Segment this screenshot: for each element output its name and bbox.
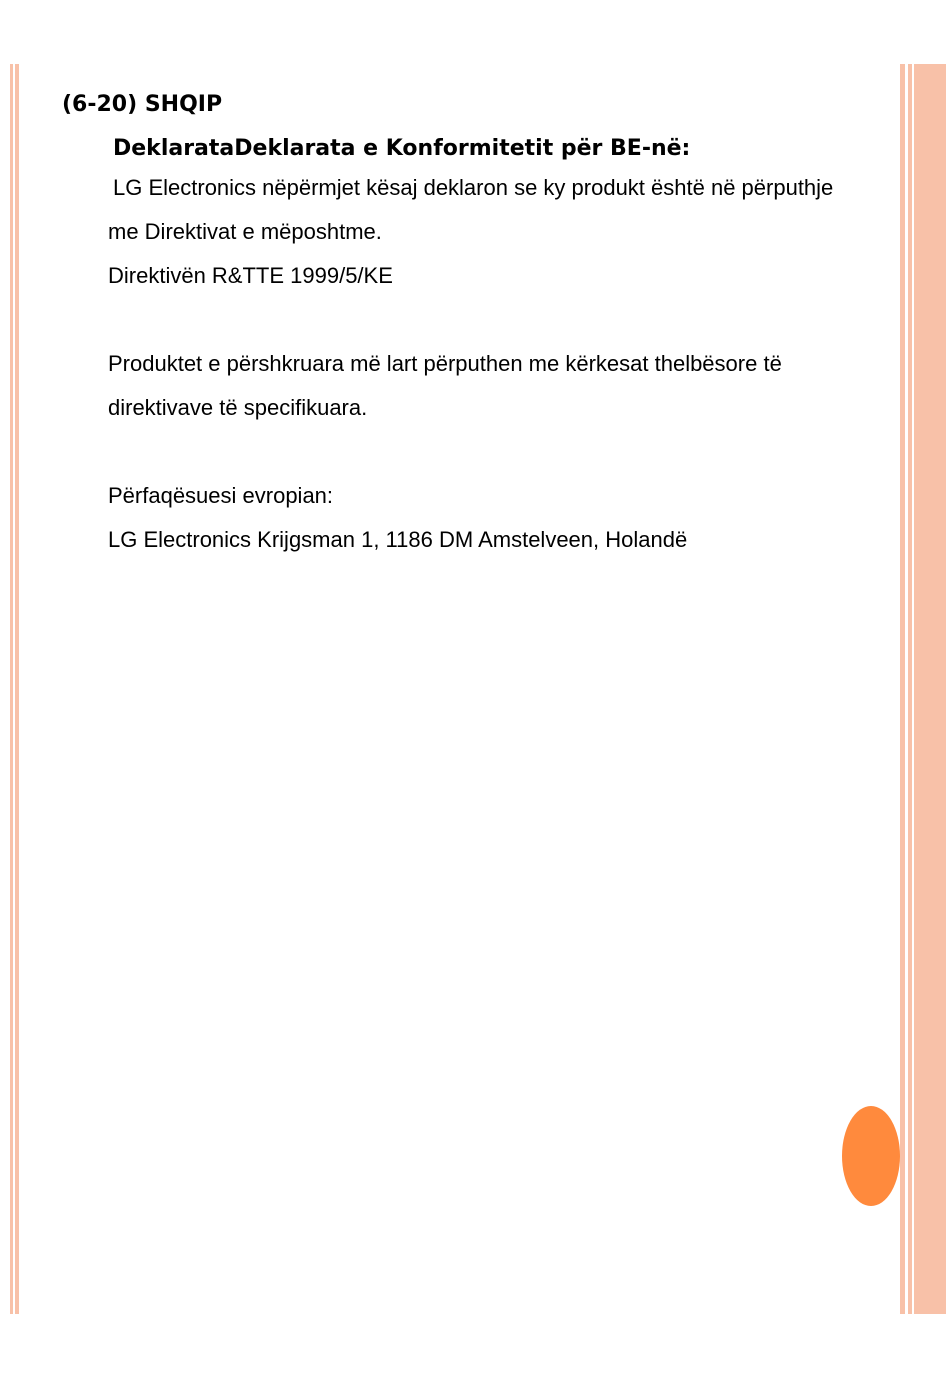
compliance-line-2: direktivave të specifikuara.	[108, 395, 368, 420]
orange-page-marker	[842, 1106, 900, 1206]
directive-reference: Direktivën R&TTE 1999/5/KE	[108, 263, 393, 288]
representative-address: LG Electronics Krijgsman 1, 1186 DM Amstelveen, Holandë	[108, 527, 688, 552]
declaration-line-1: LG Electronics nëpërmjet kësaj deklaron se ky produkt është në përputhje	[113, 175, 834, 200]
declaration-line-2: me Direktivat e mëposhtme.	[108, 219, 382, 244]
section-heading: (6-20) SHQIP	[62, 92, 223, 117]
representative-label: Përfaqësuesi evropian:	[108, 483, 334, 508]
declaration-title: DeklarataDeklarata e Konformitetit për BE-në:	[113, 136, 691, 161]
declaration-content	[62, 88, 912, 562]
compliance-line-1: Produktet e përshkruara më lart përputhen me kërkesat thelbësore të	[108, 351, 782, 376]
left-page-border	[10, 64, 19, 1314]
